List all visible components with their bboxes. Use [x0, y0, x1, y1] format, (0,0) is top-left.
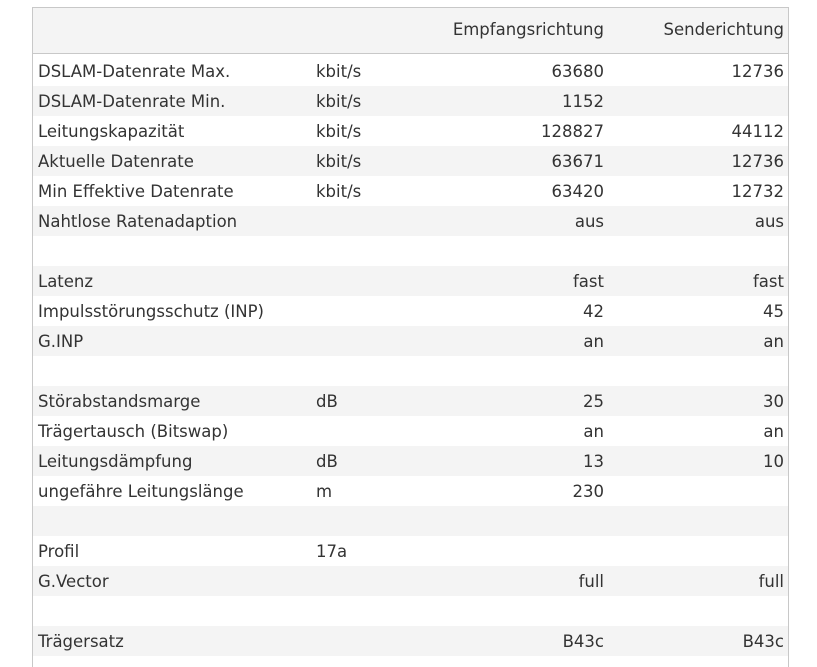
row-unit: dB — [316, 392, 338, 411]
header-empfangsrichtung: Empfangsrichtung — [452, 20, 604, 39]
table-row — [33, 386, 788, 416]
row-label: Aktuelle Datenrate — [38, 152, 194, 171]
table-row — [33, 266, 788, 296]
row-label: DSLAM-Datenrate Min. — [38, 92, 226, 111]
table-row — [33, 356, 788, 386]
row-value-down: 230 — [572, 482, 604, 501]
row-value-down: fast — [573, 272, 604, 291]
row-value-up: 30 — [763, 392, 784, 411]
row-value-up: B43c — [742, 632, 784, 651]
row-value-up: 10 — [763, 452, 784, 471]
table-row — [33, 326, 788, 356]
row-unit: kbit/s — [316, 122, 362, 141]
row-value-down: 25 — [583, 392, 604, 411]
row-value-up: 12736 — [731, 152, 784, 171]
row-label: G.Vector — [38, 572, 109, 591]
row-label: Störabstandsmarge — [38, 392, 201, 411]
table-row — [33, 236, 788, 266]
row-label: Nahtlose Ratenadaption — [38, 212, 238, 231]
row-value-down: an — [583, 332, 604, 351]
table-row — [33, 476, 788, 506]
row-label: Trägertausch (Bitswap) — [38, 422, 229, 441]
row-label: Min Effektive Datenrate — [38, 182, 234, 201]
table-row — [33, 626, 788, 656]
table-row — [33, 536, 788, 566]
row-value-down: 63420 — [551, 182, 604, 201]
row-value-up: 12732 — [731, 182, 784, 201]
dsl-info-table — [32, 7, 789, 667]
row-value-up: fast — [753, 272, 784, 291]
row-value-down: B43c — [562, 632, 604, 651]
row-value-up: an — [763, 422, 784, 441]
row-unit: kbit/s — [316, 62, 362, 81]
table-row — [33, 116, 788, 146]
row-unit: m — [316, 482, 333, 501]
row-label: Leitungskapazität — [38, 122, 185, 141]
table-row — [33, 176, 788, 206]
row-label: G.INP — [38, 332, 84, 351]
table-row — [33, 296, 788, 326]
row-value-up: full — [758, 572, 784, 591]
row-value-down: 13 — [583, 452, 604, 471]
row-unit: 17a — [316, 542, 348, 561]
table-row — [33, 56, 788, 86]
table-row — [33, 446, 788, 476]
table-header — [33, 8, 788, 54]
row-unit: kbit/s — [316, 182, 362, 201]
row-value-up: aus — [754, 212, 784, 231]
row-value-down: full — [578, 572, 604, 591]
row-value-down: an — [583, 422, 604, 441]
table-row — [33, 506, 788, 536]
row-value-down: aus — [574, 212, 604, 231]
row-value-down: 1152 — [562, 92, 604, 111]
row-value-up: an — [763, 332, 784, 351]
row-unit: kbit/s — [316, 152, 362, 171]
table-row — [33, 566, 788, 596]
row-label: ungefähre Leitungslänge — [38, 482, 244, 501]
row-value-up: 45 — [763, 302, 784, 321]
row-label: DSLAM-Datenrate Max. — [38, 62, 231, 81]
table-row — [33, 206, 788, 236]
row-value-up: 44112 — [731, 122, 784, 141]
row-label: Profil — [38, 542, 80, 561]
table-row — [33, 146, 788, 176]
row-value-down: 128827 — [541, 122, 604, 141]
header-senderichtung: Senderichtung — [663, 20, 784, 39]
row-label: Leitungsdämpfung — [38, 452, 193, 471]
table-row — [33, 416, 788, 446]
row-label: Latenz — [38, 272, 94, 291]
row-value-up: 12736 — [731, 62, 784, 81]
row-unit: kbit/s — [316, 92, 362, 111]
table-row — [33, 86, 788, 116]
row-unit: dB — [316, 452, 338, 471]
row-value-down: 63680 — [551, 62, 604, 81]
row-label: Trägersatz — [38, 632, 124, 651]
table-body — [33, 56, 788, 656]
row-value-down: 42 — [583, 302, 604, 321]
row-label: Impulsstörungsschutz (INP) — [38, 302, 264, 321]
row-value-down: 63671 — [551, 152, 604, 171]
table-row — [33, 596, 788, 626]
